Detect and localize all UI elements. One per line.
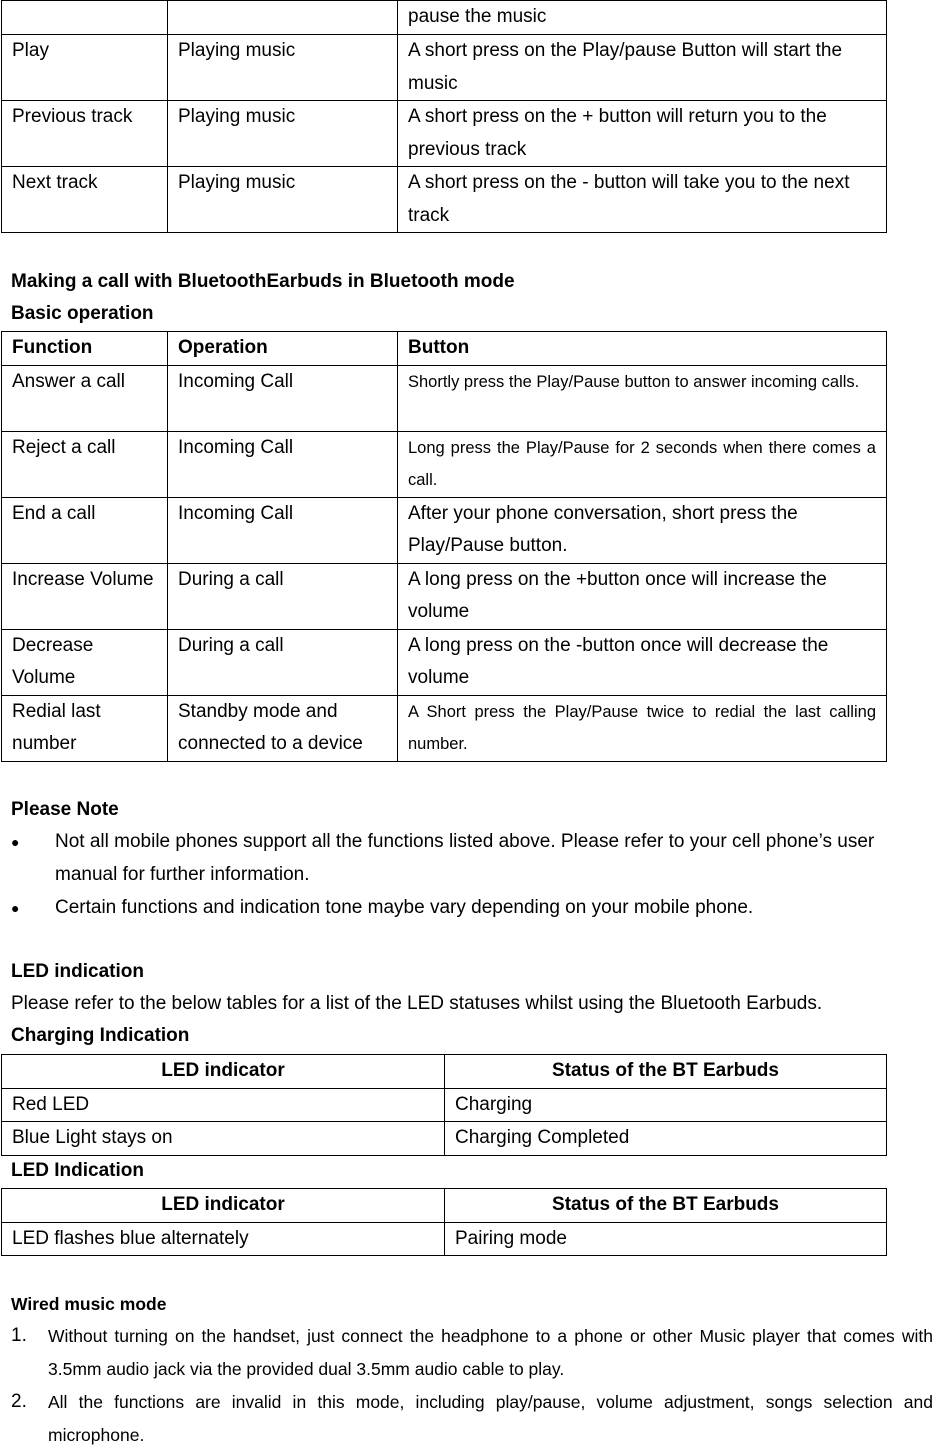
led-title: LED indication <box>11 961 144 982</box>
wired-item <box>11 1320 933 1385</box>
item-number: 2. <box>11 1391 27 1412</box>
call-operations-table <box>1 331 887 762</box>
operation-cell: During a call <box>168 629 398 695</box>
operation-cell <box>168 1 398 35</box>
table-row <box>2 35 887 101</box>
function-cell: Next track <box>2 167 168 233</box>
led-indication-table <box>1 1188 887 1256</box>
operation-cell: Playing music <box>168 101 398 167</box>
table-row <box>2 1088 887 1122</box>
table-row <box>2 497 887 563</box>
wired-item-text: Without turning on the handset, just connect the headphone to a phone or other Music player that comes with 3.5mm audio jack via the provided dual 3.5mm audio cable to play. <box>48 1326 933 1379</box>
led-intro: Please refer to the below tables for a list of the LED statuses whilst using the Bluetooth Earbuds. <box>11 993 823 1014</box>
function-cell: End a call <box>2 497 168 563</box>
function-cell: Answer a call <box>2 365 168 431</box>
function-cell: Previous track <box>2 101 168 167</box>
item-number: 1. <box>11 1325 27 1346</box>
description-cell: Long press the Play/Pause for 2 seconds when there comes a call. <box>398 431 887 497</box>
operation-cell: Incoming Call <box>168 365 398 431</box>
led-indication-title: LED Indication <box>11 1160 144 1181</box>
header-operation: Operation <box>168 332 398 366</box>
call-section-subtitle: Basic operation <box>11 303 154 324</box>
header-status: Status of the BT Earbuds <box>445 1055 887 1089</box>
header-button: Button <box>398 332 887 366</box>
table-row <box>2 101 887 167</box>
operation-cell: Playing music <box>168 35 398 101</box>
charging-indication-table <box>1 1054 887 1156</box>
table-row <box>2 1122 887 1156</box>
description-cell: After your phone conversation, short press the Play/Pause button. <box>398 497 887 563</box>
function-cell: Play <box>2 35 168 101</box>
operation-cell: During a call <box>168 563 398 629</box>
table-header-row <box>2 332 887 366</box>
music-controls-table <box>1 0 887 233</box>
operation-cell: Incoming Call <box>168 497 398 563</box>
function-cell: Redial last number <box>2 695 168 761</box>
note-title: Please Note <box>11 799 119 820</box>
indicator-cell: LED flashes blue alternately <box>2 1222 445 1256</box>
table-row <box>2 629 887 695</box>
indicator-cell: Blue Light stays on <box>2 1122 445 1156</box>
note-item-text: Not all mobile phones support all the functions listed above. Please refer to your cell phone’s user manual for further information. <box>55 831 875 885</box>
status-cell: Charging Completed <box>445 1122 887 1156</box>
header-led-indicator: LED indicator <box>2 1055 445 1089</box>
note-item-text: Certain functions and indication tone maybe vary depending on your mobile phone. <box>55 897 754 918</box>
description-cell: A Short press the Play/Pause twice to redial the last calling number. <box>398 695 887 761</box>
table-row <box>2 1222 887 1256</box>
table-header-row <box>2 1055 887 1089</box>
description-cell: Shortly press the Play/Pause button to answer incoming calls. <box>398 365 887 431</box>
description-cell: A long press on the +button once will increase the volume <box>398 563 887 629</box>
header-status: Status of the BT Earbuds <box>445 1189 887 1223</box>
table-row <box>2 695 887 761</box>
indicator-cell: Red LED <box>2 1088 445 1122</box>
function-cell: Decrease Volume <box>2 629 168 695</box>
operation-cell: Playing music <box>168 167 398 233</box>
description-cell: A short press on the Play/pause Button will start the music <box>398 35 887 101</box>
operation-cell: Incoming Call <box>168 431 398 497</box>
table-header-row <box>2 1189 887 1223</box>
status-cell: Pairing mode <box>445 1222 887 1256</box>
status-cell: Charging <box>445 1088 887 1122</box>
call-section-title: Making a call with BluetoothEarbuds in Bluetooth mode <box>11 271 515 292</box>
table-row <box>2 1 887 35</box>
function-cell <box>2 1 168 35</box>
wired-item <box>11 1386 933 1451</box>
function-cell: Increase Volume <box>2 563 168 629</box>
table-row <box>2 167 887 233</box>
header-led-indicator: LED indicator <box>2 1189 445 1223</box>
wired-item-text: All the functions are invalid in this mode, including play/pause, volume adjustment, songs selection and microphone. <box>48 1392 933 1445</box>
table-row <box>2 365 887 431</box>
description-cell: A short press on the + button will return you to the previous track <box>398 101 887 167</box>
note-item <box>11 826 931 891</box>
note-item <box>11 892 931 925</box>
wired-title: Wired music mode <box>11 1294 167 1314</box>
description-cell: pause the music <box>398 1 887 35</box>
bullet-icon: ● <box>11 834 20 850</box>
table-row <box>2 563 887 629</box>
bullet-icon: ● <box>11 900 20 916</box>
table-row <box>2 431 887 497</box>
header-function: Function <box>2 332 168 366</box>
function-cell: Reject a call <box>2 431 168 497</box>
description-cell: A short press on the - button will take you to the next track <box>398 167 887 233</box>
operation-cell: Standby mode and connected to a device <box>168 695 398 761</box>
description-cell: A long press on the -button once will decrease the volume <box>398 629 887 695</box>
charging-indication-title: Charging Indication <box>11 1025 190 1046</box>
